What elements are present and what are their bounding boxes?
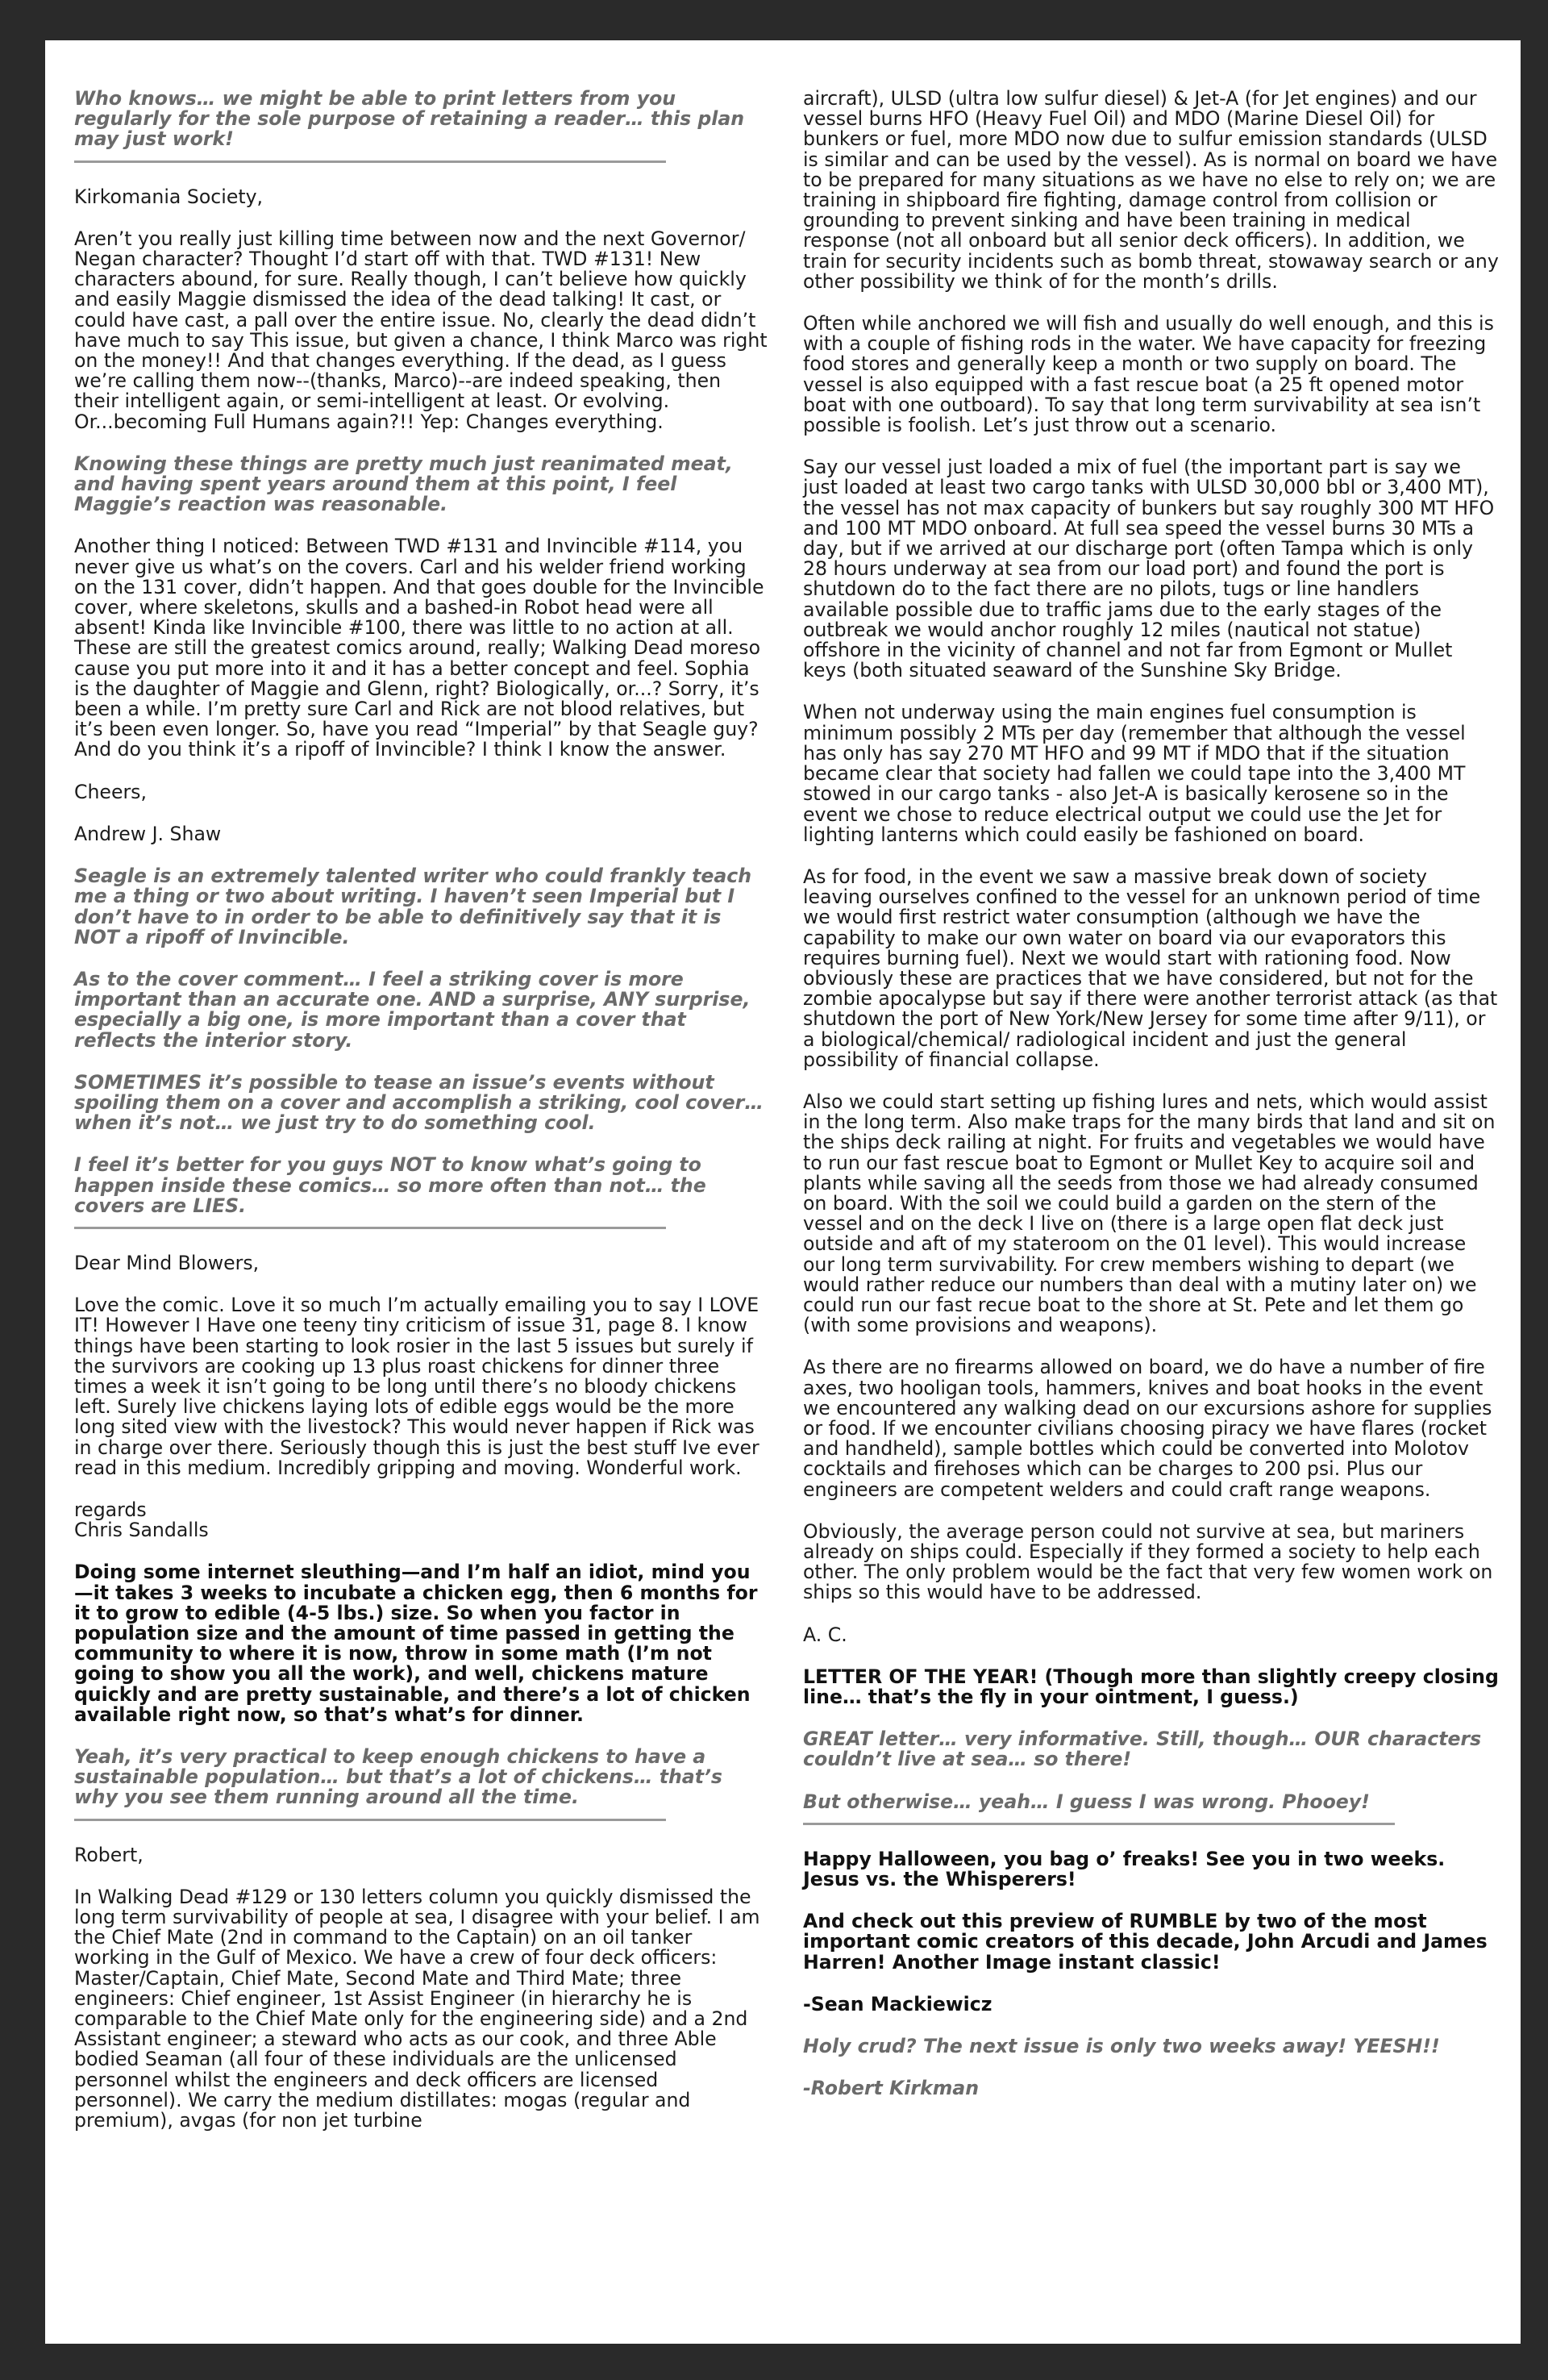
editor-italic-reply: Knowing these things are pretty much just reanimated meat, and having spent years around them at this point, I feel Maggie’s reaction was reasonable.: [74, 452, 733, 516]
letter-paragraph: Another thing I noticed: Between TWD #131 and Invincible #114, you never give us what’s on the covers. Carl and his welder friend working on the 131 cover, didn’t happen. And that goes double for the Invincible cover, where skeletons, skulls and a bashed-in Robot head were all absent! Kinda like Invincible #100, there was little to no action at all. These are still the greatest comics around, really; Walking Dead moreso cause you put more into it and it has a better concept and feel. Sophia is the daughter of Maggie and Glenn, right? Biologically, or...? Sorry, it’s been a while. I’m pretty sure Carl and Rick are not blood relatives, but it’s been even longer. So, have you read “Imperial” by that Seagle guy? And do you think it’s a ripoff of Invincible? I think I know the answer.: [74, 535, 764, 761]
letter-paragraph: A. C.: [803, 1623, 847, 1646]
section-divider: [803, 1823, 1395, 1825]
letter-paragraph: When not underway using the main engines fuel consumption is minimum possibly 2 MTs per day (remember that although the vessel has only has say 270 MT HFO and 99 MT if MDO that if the situation became clear that society had fallen we could tape into the 3,400 MT stowed in our cargo tanks - also Jet-A is basically kerosene so in the event we chose to reduce electrical output we could use the Jet for lighting lanterns which could easily be fashioned on board.: [803, 701, 1466, 846]
letter-paragraph: aircraft), ULSD (ultra low sulfur diesel) & Jet-A (for Jet engines) and our vessel burns HFO (Heavy Fuel Oil) and MDO (Marine Diesel Oil) for bunkers or fuel, more MDO now due to sulfur emission standards (ULSD is similar and can be used by the vessel). As is normal on board we have to be prepared for many situations as we have no else to rely on; we are training in shipboard fire fighting, damage control from collision or grounding to prevent sinking and have been training in medical response (not all onboard but all senior deck officers). In addition, we train for security incidents such as bomb threat, stowaway search or any other possibility we think of for the month’s drills.: [803, 87, 1499, 293]
letter-paragraph: Aren’t you really just killing time between now and the next Governor/ Negan character? Thought I’d start off with that. TWD #131! New characters abound, for sure. Really though, I can’t believe how quickly and easily Maggie dismissed the idea of the dead talking! It cast, or could have cast, a pall over the entire issue. No, clearly the dead didn’t have much to say This issue, but given a chance, I think Marco was right on the money!! And that changes everything. If the dead, as I guess we’re calling them now--(thanks, Marco)--are indeed speaking, then their intelligent again, or semi-intelligent at least. Or evolving. Or...becoming Full Humans again?!! Yep: Changes everything.: [74, 227, 768, 433]
letter-paragraph: Obviously, the average person could not survive at sea, but mariners already on ships could. Especially if they formed a society to help each other. The only problem would be the fact that very few women work on ships so this would have to be addressed.: [803, 1519, 1493, 1604]
letter-paragraph: Also we could start setting up fishing lures and nets, which would assist in the long term. Also make traps for the many birds that land and sit on the ships deck railing at night. For fruits and vegetables we would have to run our fast rescue boat to Egmont or Mullet Key to acquire soil and plants while saving all the seeds from those we had already consumed on board. With the soil we could build a garden on the stern of the vessel and on the deck I live on (there is a large open flat deck just outside and aft of my stateroom on the 01 level). This would increase our long term survivability. For crew members wishing to depart (we would rather reduce our numbers than deal with a mutiny later on) we could run our fast recue boat to the shore at St. Pete and let them go (with some provisions and weapons).: [803, 1090, 1496, 1337]
section-divider: [74, 1227, 666, 1229]
letter-paragraph: Cheers,: [74, 780, 147, 803]
editor-italic-reply: Seagle is an extremely talented writer who could frankly teach me a thing or two about writing. I haven’t seen Imperial but I don’t have to in order to be able to definitively say that it is NOT a ripoff of Invincible.: [74, 865, 752, 948]
editor-bold-reply: And check out this preview of RUMBLE by two of the most important comic creators of this decade, John Arcudi and James Harren! Another Image instant classic!: [803, 1910, 1488, 1974]
letter-paragraph: Andrew J. Shaw: [74, 822, 222, 845]
editor-bold-reply: LETTER OF THE YEAR! (Though more than slightly creepy closing line… that’s the fly in your ointment, I guess.): [803, 1665, 1499, 1709]
editor-italic-reply: But otherwise… yeah… I guess I was wrong. Phooey!: [803, 1790, 1370, 1813]
letter-paragraph: regards Chris Sandalls: [74, 1498, 209, 1542]
editor-italic-reply: Yeah, it’s very practical to keep enough chickens to have a sustainable population… but that’s a lot of chickens… that’s why you see them running around all the time.: [74, 1745, 722, 1809]
editor-italic-reply: As to the cover comment… I feel a striking cover is more important than an accurate one. AND a surprise, ANY surprise, especially a big one, is more important than a cover that reflects the interior story.: [74, 967, 751, 1052]
letter-paragraph: As for food, in the event we saw a massive break down of society leaving ourselves confined to the vessel for an unknown period of time we would first restrict water consumption (although we have the capability to make our own water on board via our evaporators this requires burning fuel). Next we would start with rationing food. Now obviously these are practices that we have considered, but not for the zombie apocalypse but say if there were another terrorist attack (as that shutdown the port of New York/New Jersey for some time after 9/11), or a biological/chemical/ radiological incident and just the general possibility of financial collapse.: [803, 865, 1498, 1071]
letter-paragraph: In Walking Dead #129 or 130 letters column you quickly dismissed the long term survivability of people at sea, I disagree with your belief. I am the Chief Mate (2nd in command to the Captain) on an oil tanker working in the Gulf of Mexico. We have a crew of four deck officers: Master/Captain, Chief Mate, Second Mate and Third Mate; three engineers: Chief engineer, 1st Assist Engineer (in hierarchy he is comparable to the Chief Mate only for the engineering side) and a 2nd Assistant engineer; a steward who acts as our cook, and three Able bodied Seaman (all four of these individuals are the unlicensed personnel whilst the engineers and deck officers are licensed personnel). We carry the medium distillates: mogas (regular and premium), avgas (for non jet turbine: [74, 1885, 760, 2132]
letters-page: [45, 40, 1521, 2344]
section-divider: [74, 160, 666, 163]
editor-italic-reply: Who knows… we might be able to print letters from you regularly for the sole purpose of retaining a reader… this plan may just work!: [74, 87, 745, 151]
letter-paragraph: Kirkomania Society,: [74, 185, 264, 208]
editor-italic-reply: GREAT letter… very informative. Still, though… OUR characters couldn’t live at sea… so there!: [803, 1728, 1482, 1771]
editor-italic-reply: SOMETIMES it’s possible to tease an issue’s events without spoiling them on a cover and accomplish a striking, cool cover… when it’s not… we just try to do something cool.: [74, 1070, 764, 1135]
right-column: [803, 89, 1500, 2120]
editor-italic-reply: I feel it’s better for you guys NOT to know what’s going to happen inside these comics… so more often than not… the covers are LIES.: [74, 1153, 706, 1217]
letter-paragraph: As there are no firearms allowed on board, we do have a number of fire axes, two hooligan tools, hammers, knives and boat hooks in the event we encountered any walking dead on our excursions ashore for supplies or food. If we encounter civilians choosing piracy we have flares (rocket and handheld), sample bottles which could be converted into Molotov cocktails and firehoses which can be charges to 200 psi. Plus our engineers are competent welders and could craft range weapons.: [803, 1356, 1492, 1501]
editor-bold-reply: Doing some internet sleuthing—and I’m half an idiot, mind you—it takes 3 weeks to incubate a chicken egg, then 6 months for it to grow to edible (4-5 lbs.) size. So when you factor in population size and the amount of time passed in getting the community to where it is now, throw in some math (I’m not going to show you all the work), and well, chickens mature quickly and are pretty sustainable, and there’s a lot of chicken available right now, so that’s what’s for dinner.: [74, 1561, 758, 1726]
letter-paragraph: Dear Mind Blowers,: [74, 1251, 260, 1274]
section-divider: [74, 1819, 666, 1821]
editor-italic-reply: -Robert Kirkman: [803, 2077, 980, 2100]
editor-bold-reply: -Sean Mackiewicz: [803, 1992, 992, 2015]
letter-paragraph: Robert,: [74, 1843, 144, 1866]
editor-italic-reply: Holy crud? The next issue is only two weeks away! YEESH!!: [803, 2035, 1440, 2058]
letter-paragraph: Love the comic. Love it so much I’m actually emailing you to say I LOVE IT! However I Have one teeny tiny criticism of issue 31, page 8. I know things have been starting to look rosier in the last 5 issues but surely if the survivors are cooking up 13 plus roast chickens for dinner three times a week it isn’t going to be long until there’s no bloody chickens left. Surely live chickens laying lots of edible eggs would be the more long sited view with the livestock? This would never happen if Rick was in charge over there. Seriously though this is just the best stuff Ive ever read in this medium. Incredibly gripping and moving. Wonderful work.: [74, 1294, 759, 1479]
left-column: [74, 89, 768, 2153]
letter-paragraph: Often while anchored we will fish and usually do well enough, and this is with a couple of fishing rods in the water. We have capacity for freezing food stores and generally keep a month or two supply on board. The vessel is also equipped with a fast rescue boat (a 25 ft opened motor boat with one outboard). To say that long term survivability at sea isn’t possible is foolish. Let’s just throw out a scenario.: [803, 312, 1494, 437]
letter-paragraph: Say our vessel just loaded a mix of fuel (the important part is say we just loaded at least two cargo tanks with ULSD 30,000 bbl or 3,400 MT), the vessel has not max capacity of bunkers but say roughly 300 MT HFO and 100 MT MDO onboard. At full sea speed the vessel burns 30 MTs a day, but if we arrived at our discharge port (often Tampa which is only 28 hours underway at sea from our load port) and found the port is shutdown do to the fact there are no pilots, tugs or line handlers available possible due to traffic jams due to the early stages of the outbreak we would anchor roughly 12 miles (nautical not statue) offshore in the vicinity of channel and not far from Egmont or Mullet keys (both situated seaward of the Sunshine Sky Bridge.: [803, 456, 1495, 682]
editor-bold-reply: Happy Halloween, you bag o’ freaks! See you in two weeks. Jesus vs. the Whisperers!: [803, 1847, 1446, 1891]
